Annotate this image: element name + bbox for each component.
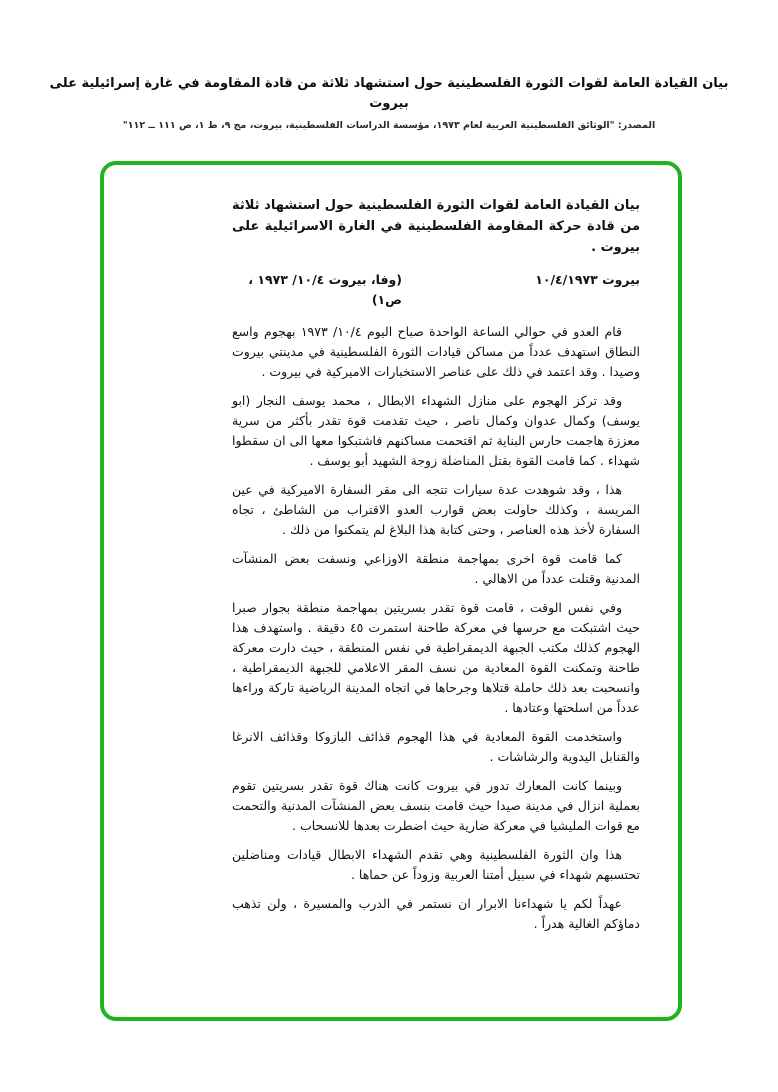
document-body [104, 165, 678, 976]
doc-paragraph-5: وفي نفس الوقت ، قامت قوة تقدر بسريتين بمهاجمة منطقة بجوار صبرا حيث اشتبكت مع حرسها في معركة طاحنة استمرت ٤٥ دقيقة . واستهدف هذا الهجوم كذلك مكتب الجبهة الديمقراطية في نفس المنطقة ، حيث دارت معركة طاحنة وتمكنت القوة المعادية من نسف المقر الاعلامي للجبهة الديمقراطية ، وانسحبت بعد ذلك حاملة قتلاها وجرحاها في اتجاه المدينة الرياضية تاركة وراءها عدداً من اسلحتها وعتادها . [232, 600, 640, 716]
doc-paragraph-3: هذا ، وقد شوهدت عدة سيارات تتجه الى مقر السفارة الاميركية في عين المريسة ، وكذلك حاولت بعض قوارب العدو الاقتراب من الشاطئ ، تجاه السفارة لأخذ هذه العناصر ، وحتى كتابة هذا البلاغ لم يتمكنوا من ذلك . [232, 482, 640, 538]
dateline-agency-reference: (وفا، بيروت ١٠/٤/ ١٩٧٣ ، ص١) [248, 272, 402, 308]
document-heading: بيان القيادة العامة لقوات الثورة الفلسطينية حول استشهاد ثلاثة من قادة حركة المقاومة الفلسطينية في الغارة الاسرائيلية على بيروت . [232, 198, 640, 256]
doc-paragraph-6: واستخدمت القوة المعادية في هذا الهجوم قذائف البازوكا وقذائف الانرغا والقنابل اليدوية والرشاشات . [232, 729, 640, 765]
doc-paragraph-9: عهداً لكم يا شهداءنا الابرار ان نستمر في الدرب والمسيرة ، ولن تذهب دماؤكم الغالية هدراً . [232, 896, 640, 932]
doc-paragraph-4: كما قامت قوة اخرى بمهاجمة منطقة الاوزاعي ونسفت بعض المنشآت المدنية وقتلت عدداً من الاهالي . [232, 551, 640, 587]
source-citation: المصدر: "الوثائق الفلسطينية العربية لعام ١٩٧٣، مؤسسة الدراسات الفلسطينية، بيروت، مج ٩، ط ١، ص ١١١ ــ ١١٢" [122, 120, 656, 131]
page-header [0, 0, 778, 131]
dateline [232, 270, 640, 310]
dateline-city-date: بيروت ١٠/٤/١٩٧٣ [535, 272, 640, 288]
doc-paragraph-7: وبينما كانت المعارك تدور في بيروت كانت هناك قوة تقدر بسريتين تقوم بعملية انزال في مدينة صيدا حيث قامت بنسف بعض المنشآت المدنية والتحمت مع قوات المليشيا في معركة ضارية حيث اضطرت بعدها للانسحاب . [232, 778, 640, 834]
green-frame [100, 161, 682, 1021]
doc-paragraph-2: وقد تركز الهجوم على منازل الشهداء الابطال ، محمد يوسف النجار (ابو يوسف) وكمال عدوان وكمال ناصر ، حيث تقدمت قوة تقدر بأكثر من سرية معززة هاجمت حارس البناية ثم اقتحمت مساكنهم فاشتبكوا معها الى ان سقطوا شهداء . كما قامت القوة بقتل المناضلة زوجة الشهيد أبو يوسف . [232, 393, 640, 469]
doc-paragraph-8: هذا وان الثورة الفلسطينية وهي تقدم الشهداء الابطال قيادات ومناضلين تحتسبهم شهداء في سبيل أمتنا العربية وزوداً عن حماها . [232, 847, 640, 883]
page-title: بيان القيادة العامة لقوات الثورة الفلسطينية حول استشهاد ثلاثة من قادة المقاومة في غارة إسرائيلية على بيروت [49, 76, 729, 111]
doc-paragraph-1: قام العدو في حوالي الساعة الواحدة صباح اليوم ١٠/٤/ ١٩٧٣ بهجوم واسع النطاق استهدف عدداً من مساكن قيادات الثورة الفلسطينية في مدينتي بيروت وصيدا . وقد اعتمد في ذلك على عناصر الاستخبارات الاميركية في بيروت . [232, 324, 640, 380]
